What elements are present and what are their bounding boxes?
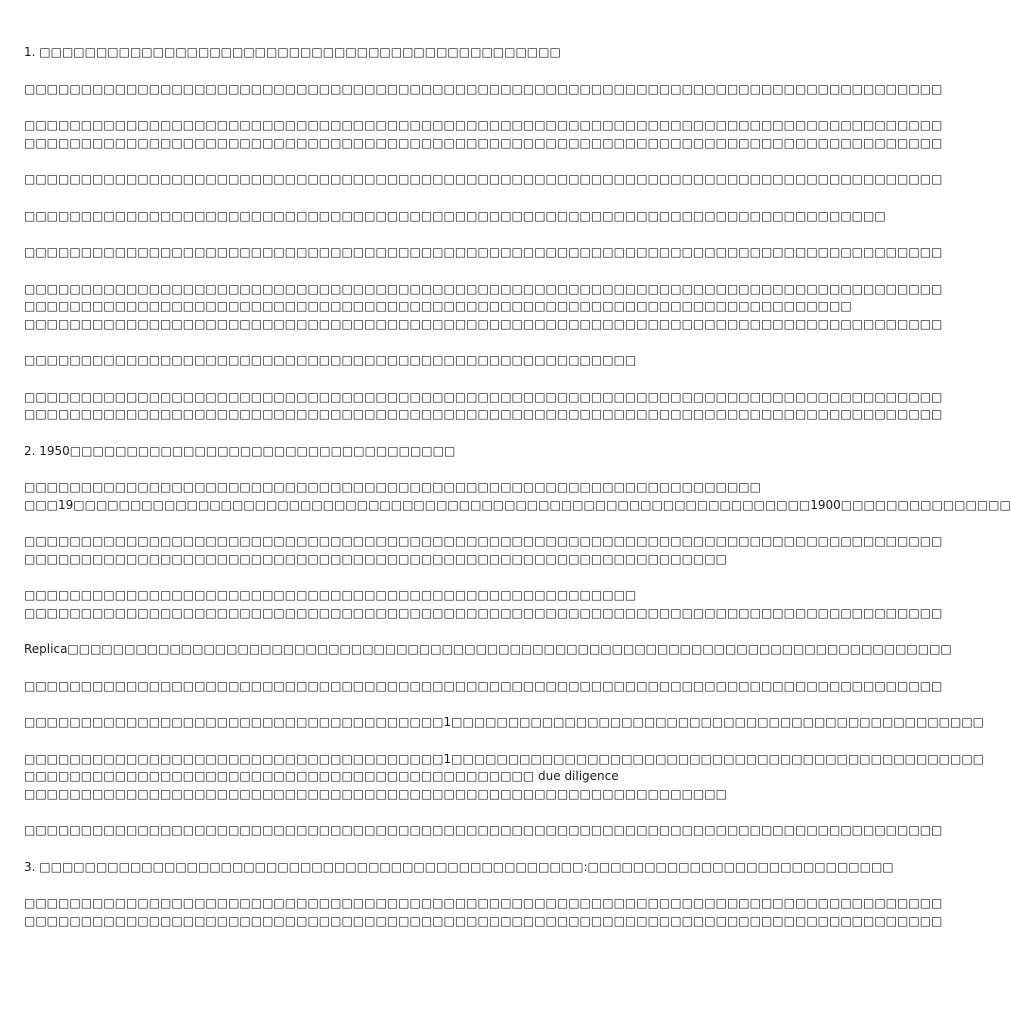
text-line: □□□□□□□□□□□□□□□□□□□□□□□□□□□□□□□□□□□□□□□□□□□□□□□□□□□□□□□□□□□□□□□□□□□□□□□□□□□□□□□□□ xyxy=(24,245,943,259)
paragraph xyxy=(24,714,985,732)
text-line: □□□□□□□□□□□□□□□□□□□□□□□□□□□□□□□□□□□□□□□□□□□□□□□□□□□□□□□□□□□□□□□□□□□□□□□□□□□□□□□□□ xyxy=(24,823,943,837)
paragraph xyxy=(24,822,943,840)
paragraph xyxy=(24,208,886,226)
paragraph xyxy=(24,171,943,189)
text-line: □□□□□□□□□□□□□□□□□□□□□□□□□□□□□□□□□□□□□□□□□□□□□□□□□□□□□□□□□□□□□□ xyxy=(24,551,727,566)
text-line: □□□□□□□□□□□□□□□□□□□□□□□□□□□□□□□□□□□□□□□□□□□□□□□□□□□□□□□□□□□□□□□□□□□□□□□□□□□□□□□□□ xyxy=(24,172,943,186)
text-line: □□□□□□□□□□□□□□□□□□□□□□□□□□□□□□□□□□□□□□□□□□□□□□□□□□□□□□□□□□□□□□□□□□□□□□□□□□□□□□□□□ xyxy=(24,389,943,404)
paragraph xyxy=(24,44,696,62)
text-line: □□□□□□□□□□□□□□□□□□□□□□□□□□□□□□□□□□□□□□□□□□□□□□□□□□□□□□□□□□□□□□□□□□□□□□□□□□□□□□□□□ xyxy=(24,316,943,331)
text-line: 1. □□□□□□□□□□□□□□□□□□□□□□□□□□□□□□□□□□□□□□□□□□□□□□ xyxy=(24,45,561,59)
text-line: □□□□□□□□□□□□□□□□□□□□□□□□□□□□□□□□□□□□□1□□□□□□□□□□□□□□□□□□□□□□□□□□□□□□□□□□□□□□□□□□□□□□□ xyxy=(24,715,985,729)
paragraph xyxy=(24,479,1011,514)
paragraph xyxy=(24,587,943,622)
paragraph xyxy=(24,641,952,659)
text-line: □□□□□□□□□□□□□□□□□□□□□□□□□□□□□□□□□□□□□□□□□□□□□□□□□□□□□□□□□□□□□□□□□□□□□□□□□□□□□□□□□ xyxy=(24,913,943,928)
text-line: 2. 1950□□□□□□□□□□□□□□□□□□□□□□□□□□□□□□□□□□ xyxy=(24,443,456,458)
paragraph xyxy=(24,678,943,696)
text-line: □□□□□□□□□□□□□□□□□□□□□□□□□□□□□□□□□□□□□□□□□□□□□□□□□□□□□□□□□□□□□□□□□□□□□□□□□□□□□□□□□ xyxy=(24,534,943,548)
paragraph xyxy=(24,81,943,99)
paragraph xyxy=(24,443,696,461)
text-line: 3. □□□□□□□□□□□□□□□□□□□□□□□□□□□□□□□□□□□□□□□□□□□□□□□□:□□□□□□□□□□□□□□□□□□□□□□□□□□□ xyxy=(24,859,894,874)
text-line: □□□□□□□□□□□□□□□□□□□□□□□□□□□□□□□□□□□□□□□□□□□□□ due diligence xyxy=(24,769,619,783)
paragraph xyxy=(24,895,943,930)
paragraph xyxy=(24,859,894,877)
paragraph xyxy=(24,281,943,334)
text-line: □□□□□□□□□□□□□□□□□□□□□□□□□□□□□□□□□□□□□□□□□□□□□□□□□□□□□□□□□□□□□□□□□□□□□□□□□□□□□□□□□ xyxy=(24,407,943,421)
paragraph xyxy=(24,352,696,370)
paragraph xyxy=(24,751,985,804)
text-line: □□□□□□□□□□□□□□□□□□□□□□□□□□□□□□□□□□□□□□□□□□□□□□□□□□□□□□□□□□□□□□□□□□□□□□□□□□□□□□□□□ xyxy=(24,118,943,132)
paragraph xyxy=(24,117,943,152)
text-line: □□□□□□□□□□□□□□□□□□□□□□□□□□□□□□□□□□□□□□□□□□□□□□□□□□□□□□□□□□□□□□□□□□□□□□□□□□□□□□□□□ xyxy=(24,605,943,620)
text-line: □□□□□□□□□□□□□□□□□□□□□□□□□□□□□□□□□□□□□□□□□□□□□□□□□□□□□□ xyxy=(24,588,637,602)
text-line: □□□□□□□□□□□□□□□□□□□□□□□□□□□□□□□□□□□□□□□□□□□□□□□□□□□□□□□□□□□□□□□□□□□□□□□□□□□□□□□□□ xyxy=(24,896,943,910)
paragraph xyxy=(24,389,943,424)
paragraph xyxy=(24,244,943,262)
text-line: □□□□□□□□□□□□□□□□□□□□□□□□□□□□□□□□□□□□□□□□□□□□□□□□□□□□□□□□□□□□□□□□□ xyxy=(24,480,761,494)
text-line: □□□□□□□□□□□□□□□□□□□□□□□□□□□□□□□□□□□□□1□□□□□□□□□□□□□□□□□□□□□□□□□□□□□□□□□□□□□□□□□□□□□□□ xyxy=(24,751,985,766)
text-line: □□□□□□□□□□□□□□□□□□□□□□□□□□□□□□□□□□□□□□□□□□□□□□□□□□□□□□□□□□□□□□□□□□□□□□□□□ xyxy=(24,299,852,313)
document-body xyxy=(24,44,1011,949)
text-line: □□□□□□□□□□□□□□□□□□□□□□□□□□□□□□□□□□□□□□□□□□□□□□□□□□□□□□□□□□□□□□□□□□□□□□□□□□□□ xyxy=(24,208,886,223)
text-line: □□□□□□□□□□□□□□□□□□□□□□□□□□□□□□□□□□□□□□□□□□□□□□□□□□□□□□□□□□□□□□□□□□□□□□□□□□□□□□□□□ xyxy=(24,678,943,693)
text-line: □□□□□□□□□□□□□□□□□□□□□□□□□□□□□□□□□□□□□□□□□□□□□□□□□□□□□□ xyxy=(24,353,637,367)
text-line: □□□□□□□□□□□□□□□□□□□□□□□□□□□□□□□□□□□□□□□□□□□□□□□□□□□□□□□□□□□□□□□□□□□□□□□□□□□□□□□□□ xyxy=(24,81,943,96)
text-line: Replica□□□□□□□□□□□□□□□□□□□□□□□□□□□□□□□□□□□□□□□□□□□□□□□□□□□□□□□□□□□□□□□□□□□□□□□□□□□□□□ xyxy=(24,642,952,656)
text-line: □□□□□□□□□□□□□□□□□□□□□□□□□□□□□□□□□□□□□□□□□□□□□□□□□□□□□□□□□□□□□□□□□□□□□□□□□□□□□□□□□ xyxy=(24,281,943,296)
paragraph xyxy=(24,533,943,568)
text-line: □□□□□□□□□□□□□□□□□□□□□□□□□□□□□□□□□□□□□□□□□□□□□□□□□□□□□□□□□□□□□□ xyxy=(24,786,727,801)
text-line: □□□□□□□□□□□□□□□□□□□□□□□□□□□□□□□□□□□□□□□□□□□□□□□□□□□□□□□□□□□□□□□□□□□□□□□□□□□□□□□□□ xyxy=(24,135,943,150)
text-line: □□□19□□□□□□□□□□□□□□□□□□□□□□□□□□□□□□□□□□□□□□□□□□□□□□□□□□□□□□□□□□□□□□□□□1900□□□□□□□□□□□□□□□ xyxy=(24,497,1011,512)
